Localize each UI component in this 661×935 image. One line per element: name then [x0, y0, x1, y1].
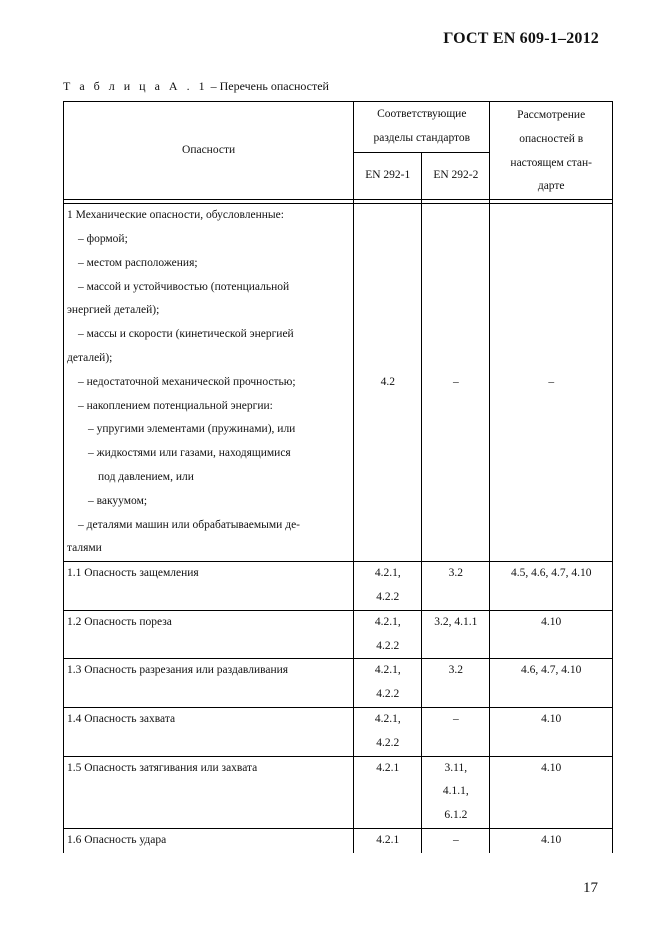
hazard-line: – местом расположения; [78, 256, 198, 269]
en-292-2-cell: – [422, 204, 490, 562]
header-en-292-2: EN 292-2 [422, 152, 490, 200]
clause-ref: 4.2.1 [376, 833, 400, 846]
hazard-line: – накоплением потенциальной энергии: [78, 399, 273, 412]
header-sections [354, 102, 490, 153]
en-292-2-cell [422, 707, 490, 756]
en-292-1-cell [354, 659, 422, 708]
hazards-table [63, 101, 613, 853]
clause-ref: 4.2.2 [376, 736, 400, 749]
table-row-mechanical [64, 204, 613, 562]
review-cell: – [490, 204, 613, 562]
header-sections-line: разделы стандартов [373, 131, 471, 144]
document-code: ГОСТ EN 609-1–2012 [443, 30, 599, 47]
hazard-line: талями [67, 542, 102, 555]
hazard-line: – деталями машин или обрабатываемыми де- [78, 518, 300, 531]
review-cell: 4.5, 4.6, 4.7, 4.10 [490, 562, 613, 611]
header-review [490, 102, 613, 200]
clause-ref: 4.2.1 [376, 761, 400, 774]
clause-ref: 3.11, [444, 761, 468, 774]
header-review-line: дарте [537, 180, 565, 193]
hazard-name-cell: 1.4 Опасность захвата [64, 707, 354, 756]
clause-ref: 3.2, 4.1.1 [434, 615, 478, 628]
table-row-1-2 [64, 610, 613, 659]
en-292-1-cell: 4.2 [354, 204, 422, 562]
en-292-2-cell [422, 659, 490, 708]
clause-ref: 4.2.2 [376, 639, 400, 652]
table-row-1-5 [64, 756, 613, 828]
hazard-name-cell: 1.5 Опасность затягивания или захвата [64, 756, 354, 828]
hazard-line: – недостаточной механической прочностью; [78, 375, 296, 388]
header-hazards: Опасности [64, 102, 354, 200]
hazard-name-cell: 1.1 Опасность защемления [64, 562, 354, 611]
review-cell: 4.10 [490, 828, 613, 853]
hazard-line: – формой; [78, 232, 128, 245]
clause-ref: 4.1.1, [442, 785, 469, 798]
page-number: 17 [583, 880, 598, 896]
en-292-2-cell [422, 562, 490, 611]
hazard-name-cell: 1.6 Опасность удара [64, 828, 354, 853]
hazard-line: – массой и устойчивостью (потенциальной [78, 280, 290, 293]
hazard-line: – упругими элементами (пружинами), или [88, 423, 296, 436]
hazard-line: энергией деталей); [67, 304, 160, 317]
header-review-line: опасностей в [519, 132, 584, 145]
table-row-1-3 [64, 659, 613, 708]
hazard-name-cell: 1.3 Опасность разрезания или раздавливания [64, 659, 354, 708]
hazard-line: – вакуумом; [88, 494, 148, 507]
review-cell: 4.10 [490, 610, 613, 659]
table-row-1-6 [64, 828, 613, 853]
table-row-1-1 [64, 562, 613, 611]
mechanical-hazards-cell [64, 204, 354, 562]
header-en-292-1: EN 292-1 [354, 152, 422, 200]
clause-ref: – [452, 833, 459, 846]
en-292-2-cell [422, 610, 490, 659]
hazard-line: деталей); [67, 351, 113, 364]
hazard-line: – жидкостями или газами, находящимися [88, 447, 291, 460]
review-cell: 4.10 [490, 707, 613, 756]
clause-ref: 4.2.1, [374, 567, 401, 580]
hazard-line: – массы и скорости (кинетической энергией [78, 328, 294, 341]
clause-ref: 4.2.2 [376, 688, 400, 701]
en-292-2-cell [422, 756, 490, 828]
table-header-row [64, 102, 613, 153]
table-caption-title: – Перечень опасностей [207, 79, 329, 93]
clause-ref: 3.2 [448, 664, 464, 677]
review-cell: 4.10 [490, 756, 613, 828]
table-row-1-4 [64, 707, 613, 756]
en-292-2-cell [422, 828, 490, 853]
en-292-1-cell [354, 828, 422, 853]
table-caption-label: Т а б л и ц а А . 1 [63, 79, 208, 93]
clause-ref: 6.1.2 [444, 809, 468, 822]
header-sections-line: Соответствующие [377, 108, 467, 121]
clause-ref: 4.2.1, [374, 615, 401, 628]
clause-ref: 3.2 [448, 567, 464, 580]
header-review-line: настоящем стан- [510, 156, 592, 169]
clause-ref: – [452, 712, 459, 725]
clause-ref: 4.2.2 [376, 590, 400, 603]
table-caption [63, 79, 329, 94]
en-292-1-cell [354, 562, 422, 611]
header-review-line: Рассмотрение [517, 109, 586, 121]
en-292-1-cell [354, 707, 422, 756]
clause-ref: 4.2.1, [374, 712, 401, 725]
en-292-1-cell [354, 756, 422, 828]
hazard-line: 1 Механические опасности, обусловленные: [67, 209, 284, 222]
hazard-line: под давлением, или [98, 470, 194, 483]
review-cell: 4.6, 4.7, 4.10 [490, 659, 613, 708]
clause-ref: 4.2.1, [374, 664, 401, 677]
hazard-name-cell: 1.2 Опасность пореза [64, 610, 354, 659]
en-292-1-cell [354, 610, 422, 659]
